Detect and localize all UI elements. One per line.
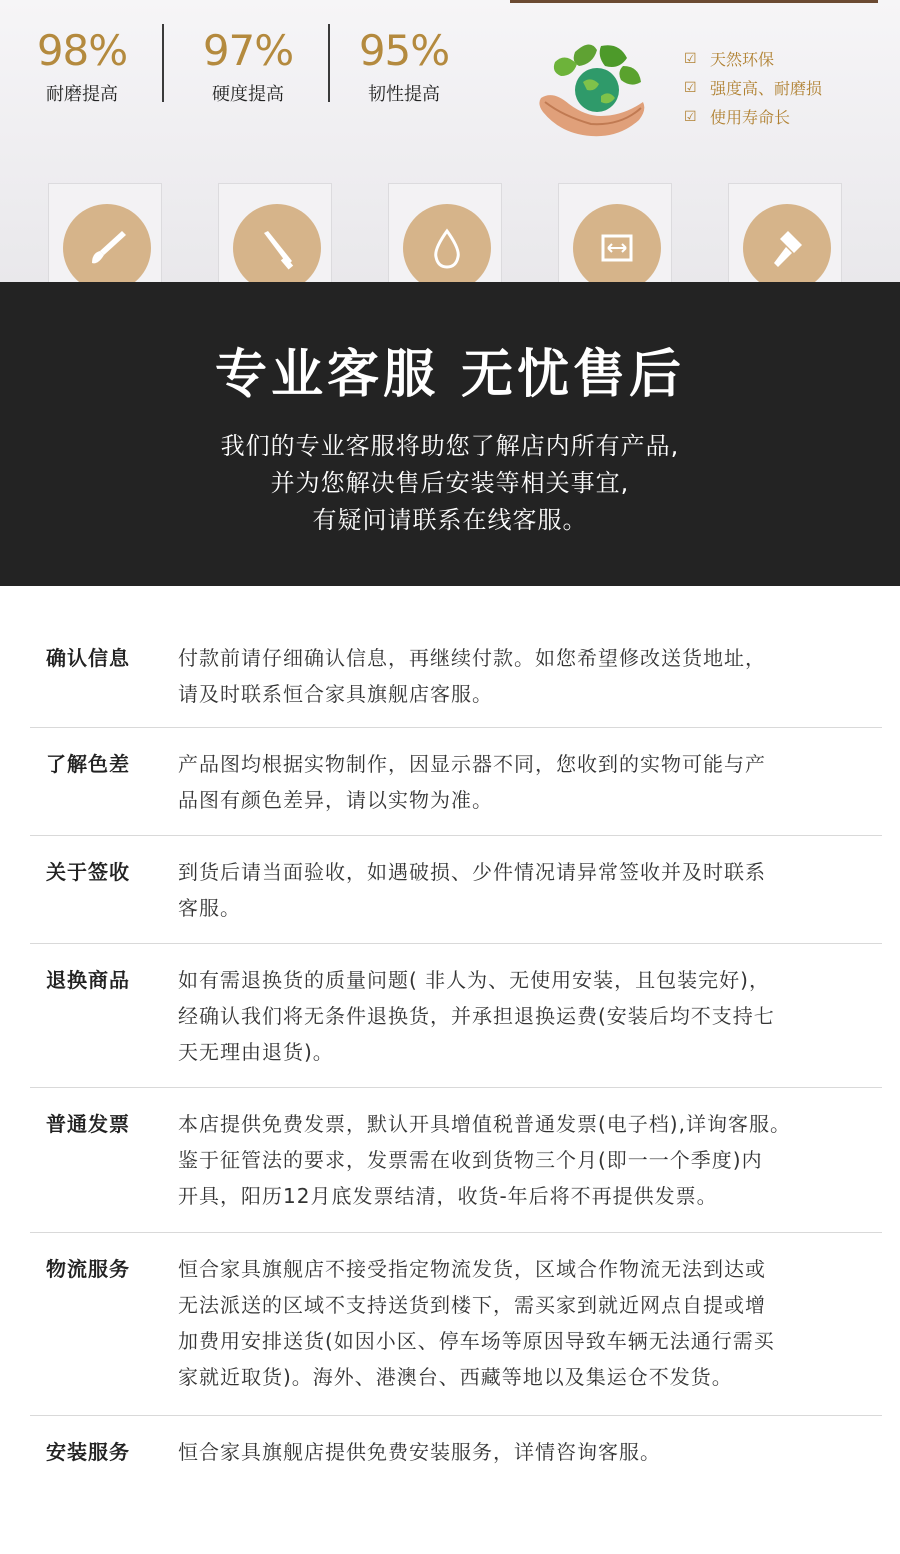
notice-key: 退换商品 [46, 968, 130, 992]
water-drop-icon [403, 204, 491, 282]
feature-card [728, 183, 842, 282]
divider [162, 24, 164, 102]
service-description: 我们的专业客服将助您了解店内所有产品, 并为您解决售后安装等相关事宜, 有疑问请联系在线客服。 [220, 432, 680, 534]
checkmark-icon: ☑ [684, 79, 697, 96]
stat-value: 97% [202, 26, 294, 75]
notice-value: 到货后请当面验收，如遇破损、少件情况请异常签收并及时联系 客服。 [178, 860, 766, 920]
service-title: 专业客服 无忧售后 [214, 345, 686, 405]
paint-scraper-icon [743, 204, 831, 282]
notice-value: 付款前请仔细确认信息，再继续付款。如您希望修改送货地址， 请及时联系恒合家具旗舰店客服。 [178, 646, 766, 706]
stat-toughness [334, 26, 474, 106]
paintbrush-icon [63, 204, 151, 282]
notice-row [30, 622, 882, 728]
checkmark-icon: ☑ [684, 108, 697, 125]
notice-value: 恒合家具旗舰店不接受指定物流发货，区域合作物流无法到达或 无法派送的区域不支持送货到楼下，需买家到就近网点自提或增 加费用安排送货(如因小区、停车场等原因导致车辆无法通行需买 家就近取货)。海外、港澳台、西藏等地以及集运仓不发货。 [178, 1257, 775, 1389]
stretch-icon [573, 204, 661, 282]
stat-value: 98% [36, 26, 128, 75]
feature-card [48, 183, 162, 282]
notice-key: 了解色差 [46, 752, 130, 776]
notice-value: 如有需退换货的质量问题( 非人为、无使用安装，且包装完好)， 经确认我们将无条件退换货，并承担退换运费(安装后均不支持七 天无理由退货)。 [178, 968, 775, 1064]
feature-item: ☑ 使用寿命长 [684, 108, 791, 127]
feature-item: ☑ 强度高、耐磨损 [684, 79, 823, 98]
checkmark-icon: ☑ [684, 50, 697, 67]
product-image-edge [510, 0, 878, 3]
notice-row [30, 1088, 882, 1233]
notice-row [30, 728, 882, 836]
knife-icon [233, 204, 321, 282]
notice-value: 本店提供免费发票，默认开具增值税普通发票(电子档),详询客服。 鉴于征管法的要求，发票需在收到货物三个月(即一一个季度)内 开具，阳历12月底发票结清，收货-年后将不再提供发票。 [178, 1112, 791, 1208]
divider [328, 24, 330, 102]
stat-value: 95% [358, 26, 450, 75]
feature-banner [0, 0, 900, 282]
service-section [0, 282, 900, 586]
notice-table [30, 622, 882, 1496]
notice-key: 安装服务 [46, 1440, 130, 1464]
notice-value: 恒合家具旗舰店提供免费安装服务，详情咨询客服。 [178, 1440, 661, 1464]
stat-label: 硬度提高 [212, 84, 284, 105]
notice-key: 物流服务 [46, 1257, 130, 1281]
feature-list [684, 44, 822, 131]
stat-label: 耐磨提高 [46, 84, 118, 105]
notice-row [30, 836, 882, 944]
feature-card [558, 183, 672, 282]
feature-card [388, 183, 502, 282]
eco-hands-globe-icon [535, 40, 650, 140]
feature-item: ☑ 天然环保 [684, 50, 775, 69]
stat-label: 韧性提高 [368, 84, 440, 105]
stat-wear-resistance [12, 26, 152, 106]
notice-key: 关于签收 [46, 860, 130, 884]
notice-row [30, 944, 882, 1088]
stat-hardness [178, 26, 318, 106]
notice-row [30, 1416, 882, 1496]
notice-value: 产品图均根据实物制作，因显示器不同，您收到的实物可能与产 品图有颜色差异，请以实物为准。 [178, 752, 766, 812]
notice-key: 确认信息 [46, 646, 130, 670]
notice-key: 普通发票 [46, 1112, 130, 1136]
feature-card [218, 183, 332, 282]
notice-row [30, 1233, 882, 1416]
